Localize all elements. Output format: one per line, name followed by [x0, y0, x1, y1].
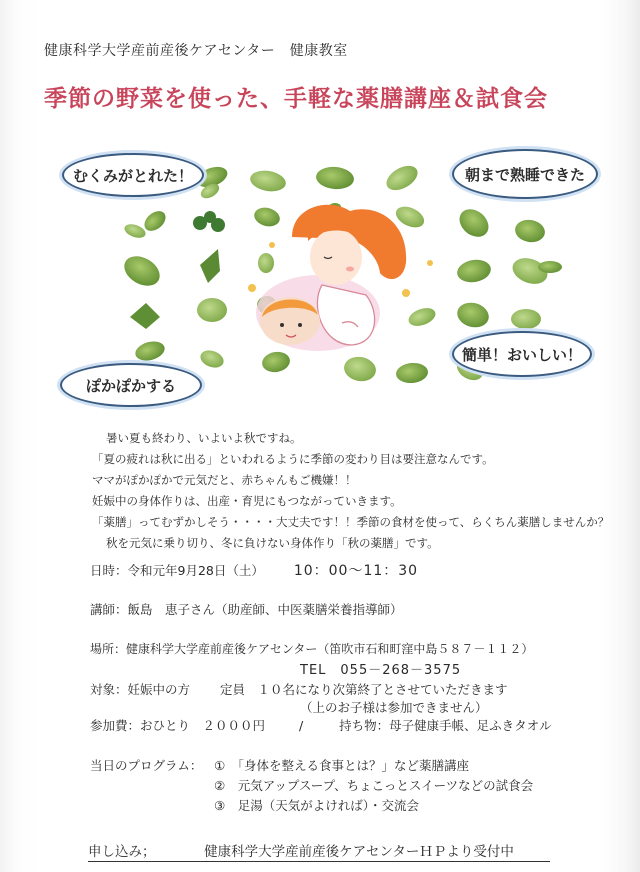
- program-item: ② 元気アップスープ、ちょこっとスイーツなどの試食会: [214, 778, 534, 793]
- program-item: ① 「身体を整える食事とは？」など薬膳講座: [214, 758, 469, 773]
- lecturer: 講師：飯島 恵子さん（助産師、中医薬膳栄養指導師）: [90, 602, 403, 617]
- bubble-text-swelling: むくみがとれた！: [72, 166, 193, 185]
- speech-bubble-swelling: [62, 153, 204, 197]
- program-item: ③ 足湯（天気がよければ）・交流会: [214, 798, 419, 813]
- illustration: [60, 145, 600, 405]
- speech-bubble-tasty: [452, 331, 592, 377]
- apply-text: 健康科学大学産前産後ケアセンターＨＰより受付中: [204, 844, 514, 860]
- intro-text: [92, 428, 610, 554]
- organizer-heading: 健康科学大学産前産後ケアセンター 健康教室: [44, 43, 348, 59]
- bubble-text-warm: ぽかぽかする: [85, 376, 176, 395]
- fee-text: 参加費：おひとり ２０００円: [90, 718, 266, 733]
- intro-line: ママがぽかぽかで元気だと、赤ちゃんもご機嫌！！: [92, 473, 357, 487]
- target-text: 対象：妊娠中の方: [90, 682, 191, 697]
- event-date: [90, 560, 418, 580]
- intro-line: 「夏の疲れは秋に出る」といわれるように季節の変わり目は要注意なんです。: [92, 452, 494, 466]
- target-capacity: [90, 680, 508, 698]
- intro-line: 「薬膳」ってむずかしそう・・・・大丈夫です！！季節の食材を使って、らくちん薬膳しませんか？: [92, 515, 610, 529]
- intro-line: 妊娠中の身体作りは、出産・育児にもつながっていきます。: [92, 494, 402, 508]
- fee-bring: [90, 716, 552, 734]
- bubble-text-sleep: 朝まで熟睡できた: [464, 165, 585, 184]
- baby-figure: [260, 297, 320, 345]
- capacity-text: 定員 １０名になり次第終了とさせていただきます: [219, 682, 508, 697]
- speech-bubble-sleep: [452, 149, 598, 199]
- fee-separator: /: [298, 718, 304, 733]
- bring-text: 持ち物：母子健康手帳、足ふきタオル: [339, 718, 552, 733]
- intro-line: 秋を元気に乗り切り、冬に負けない身体作り「秋の薬膳」です。: [106, 536, 439, 550]
- venue: 場所：健康科学大学産前産後ケアセンター（笛吹市石和町窪中島５８７－１１２）: [90, 642, 534, 656]
- apply-label: 申し込み；: [88, 844, 156, 860]
- children-note: （上のお子様は参加できません）: [300, 700, 488, 715]
- date-text: 日時：令和元年9月28日（土）: [90, 563, 264, 578]
- event-title: 季節の野菜を使った、手軽な薬膳講座＆試食会: [44, 85, 548, 112]
- application-footer: [88, 840, 550, 862]
- telephone: TEL 055－268－3575: [300, 663, 462, 678]
- program-label: 当日のプログラム：: [90, 758, 203, 773]
- speech-bubble-warm: [60, 363, 202, 407]
- intro-line: 暑い夏も終わり、いよいよ秋ですね。: [106, 431, 302, 445]
- bubble-text-tasty: 簡単！おいしい！: [461, 345, 582, 364]
- time-text: 10：00～11：30: [293, 563, 419, 579]
